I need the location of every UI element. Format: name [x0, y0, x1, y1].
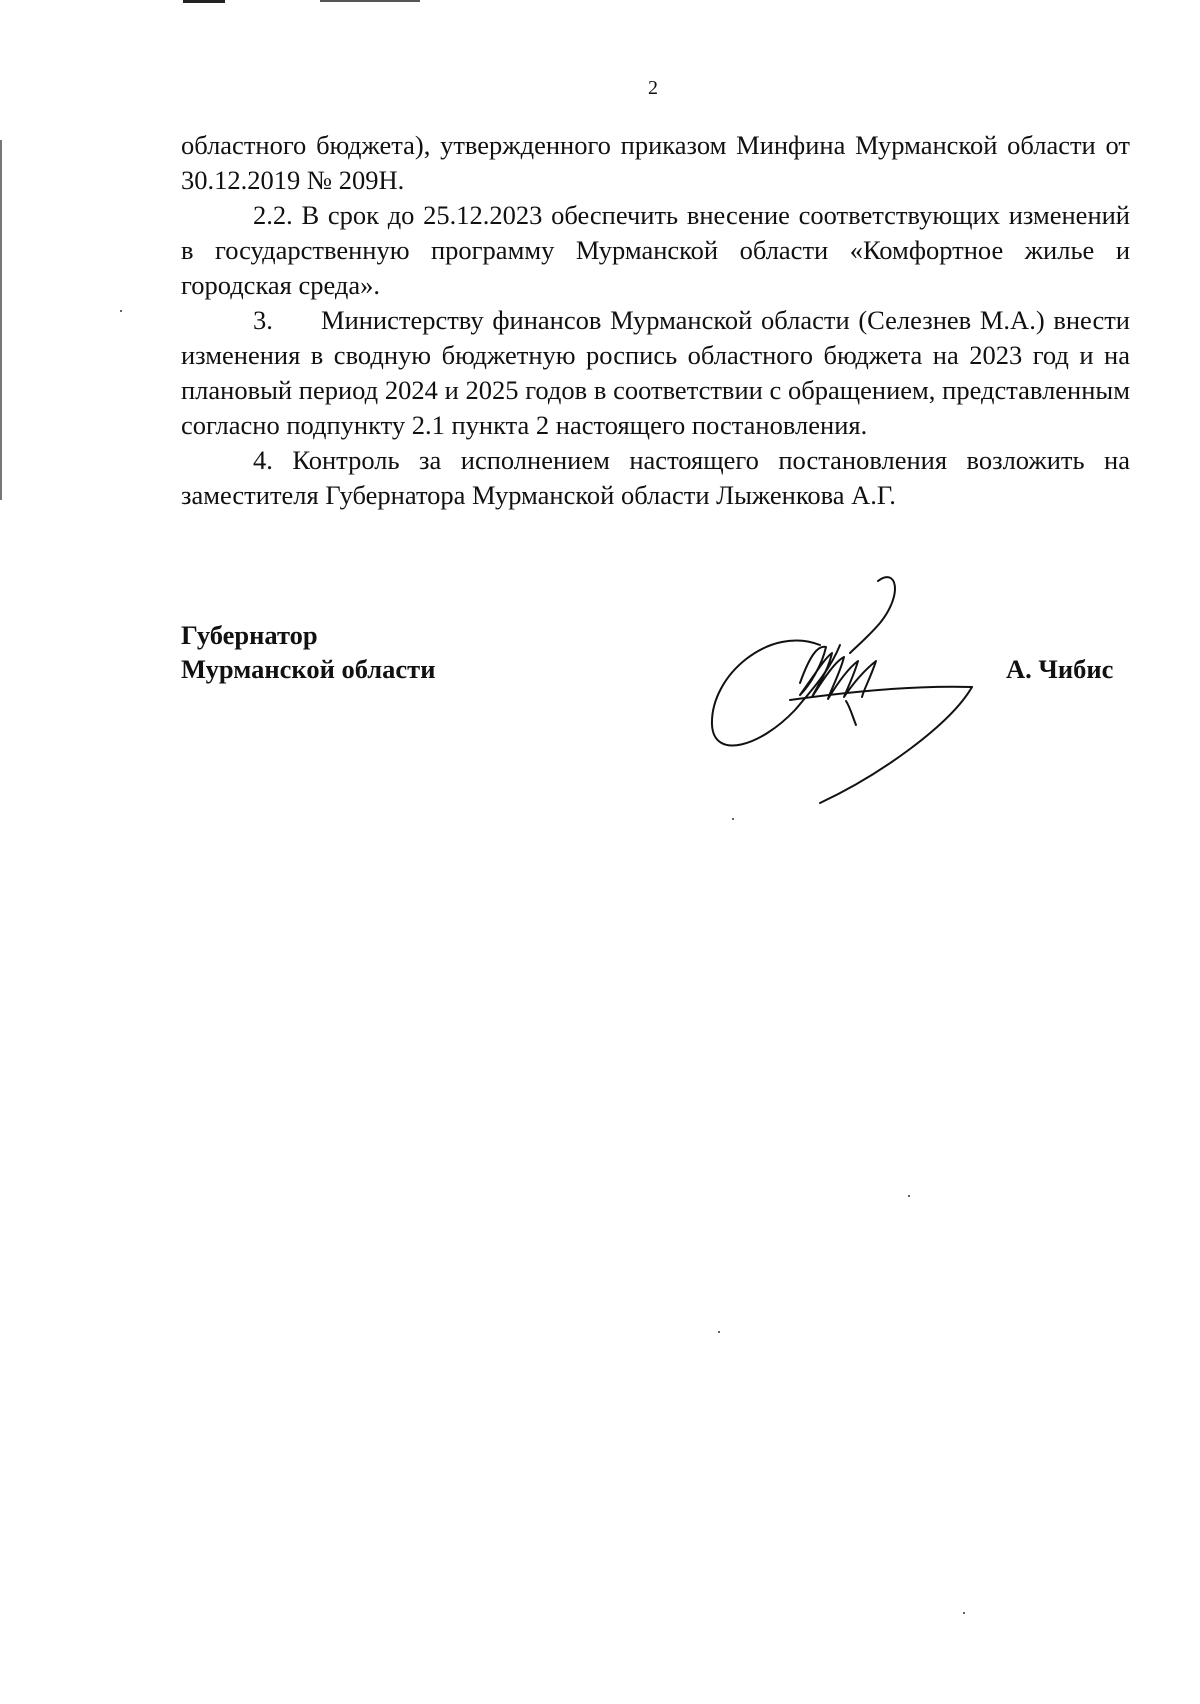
scan-speck: [120, 310, 122, 312]
paragraph-continuation: областного бюджета), утвержденного приказом Минфина Мурманской области от 30.12.2019 № 209Н.: [181, 130, 1130, 195]
scan-speck: [908, 1195, 910, 1197]
scan-artifact: [320, 0, 420, 2]
signatory-title-line: Губернатор: [181, 620, 318, 650]
scan-speck: [732, 818, 734, 820]
paragraph-3-text: Министерству финансов Мурманской области (Селезнев М.А.) внести изменения в сводную бюджетную роспись областного бюджета на 2023 год и на плановый период 2024 и 2025 годов в соответствии с обращением, представленным согласно подпункту 2.1 пункта 2 настоящего постановления.: [181, 305, 1130, 440]
paragraph-number: 3.: [253, 305, 273, 335]
signatory-title-line: Мурманской области: [181, 654, 436, 684]
signatory-title: [181, 618, 435, 686]
page-number: 2: [648, 77, 658, 99]
paragraph-3: [181, 303, 1130, 443]
signatory-name: А. Чибис: [1006, 654, 1114, 684]
paragraph-4: 4. Контроль за исполнением настоящего постановления возложить на заместителя Губернатора Мурманской области Лыженкова А.Г.: [181, 445, 1130, 510]
scan-speck: [718, 1331, 720, 1333]
document-body: [181, 128, 1130, 513]
scan-speck: [963, 1612, 965, 1614]
paragraph-2-2: 2.2. В срок до 25.12.2023 обеспечить внесение соответствующих изменений в государственную программу Мурманской области «Комфортное жилье и городская среда».: [181, 200, 1130, 300]
scan-edge: [0, 140, 2, 500]
handwritten-signature: [700, 575, 1020, 805]
scan-artifact: [183, 0, 225, 3]
